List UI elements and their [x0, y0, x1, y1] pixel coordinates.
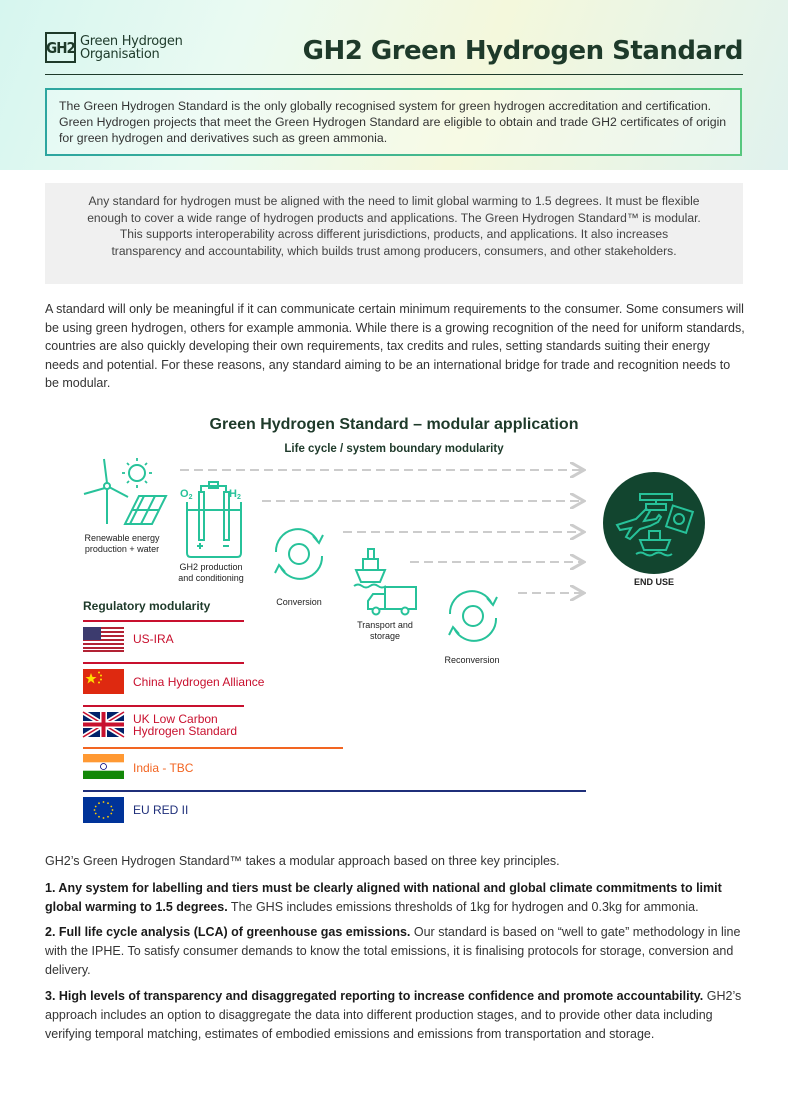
principle-2: [45, 923, 745, 980]
wind-solar-icon: [84, 458, 166, 524]
caption-renewable-line2: production + water: [84, 544, 160, 554]
reg-label-uk-line1: UK Low Carbon: [133, 712, 218, 726]
h2-label: H2: [229, 488, 241, 501]
electrolyser-icon: [187, 482, 241, 557]
us-flag-icon: [83, 627, 124, 652]
page-title: GH2 Green Hydrogen Standard: [302, 36, 743, 66]
caption-renewable-line1: Renewable energy: [84, 533, 160, 543]
caption-production-line2: and conditioning: [178, 573, 244, 583]
reg-label-uk: [133, 713, 237, 737]
principle-3: [45, 987, 745, 1044]
logo-mark: GH2: [45, 32, 76, 63]
principle-2-text: Our standard is based on “well to gate” methodology in line with the IPHE. To satisfy consumer demands to know the total emissions, it is finalising protocols for storage, conversion and delivery.: [45, 925, 741, 977]
reg-label-eu: EU RED II: [133, 803, 189, 817]
principle-3-heading: 3. High levels of transparency and disaggregated reporting to increase confidence and promote accountability.: [45, 989, 704, 1003]
caption-reconversion: Reconversion: [444, 655, 500, 665]
body-paragraph: A standard will only be meaningful if it can communicate certain minimum requirements to the consumer. Some consumers will be using green hydrogen, others for example ammonia. While there is a growing recognition of the need for uniform standards, countries are also quickly developing their own requirements, tax credits and rules, setting standards suiting their energy needs and potential. For these reasons, any standard aiming to be an international bridge for trade and recognition needs to be modular.: [45, 302, 745, 390]
principle-1: [45, 879, 745, 917]
logo-wordmark: [80, 35, 183, 61]
principle-1-heading: 1. Any system for labelling and tiers must be clearly aligned with national and global climate commitments to limit global warming to 1.5 degrees.: [45, 881, 722, 914]
end-use-icon: [603, 472, 705, 574]
figure-subtitle: Life cycle / system boundary modularity: [284, 443, 504, 455]
principle-2-heading: 2. Full life cycle analysis (LCA) of greenhouse gas emissions.: [45, 925, 411, 939]
caption-conversion: Conversion: [276, 597, 322, 607]
india-flag-icon: [83, 754, 124, 779]
uk-flag-icon: [83, 712, 124, 737]
regulatory-title: Regulatory modularity: [83, 599, 211, 613]
title-divider: [45, 74, 743, 75]
reconversion-icon: [449, 591, 497, 641]
reg-label-india: India - TBC: [133, 761, 194, 775]
principle-1-text: The GHS includes emissions thresholds of 1kg for hydrogen and 0.3kg for ammonia.: [227, 900, 699, 914]
caption-transport-line1: Transport and: [357, 620, 413, 630]
principle-3-text: GH2’s approach includes an option to disaggregate the data into different production stages, and to provide other data including verifying temporal matching, estimates of embodied emissions and emissions from transportation and storage.: [45, 989, 742, 1041]
callout-text: Any standard for hydrogen must be aligned with the need to limit global warming to 1.5 degrees. It must be flexible enough to cover a wide range of hydrogen products and applications. The Green Hydrogen Standard™ is modular. This supports interoperability across different jurisdictions, products, and applications. It also increases transparency and accountability, which builds trust among producers, consumers, and other stakeholders.: [87, 194, 701, 258]
caption-production-line1: GH2 production: [179, 562, 243, 572]
reg-label-us: US-IRA: [133, 632, 174, 646]
principles-intro: GH2’s Green Hydrogen Standard™ takes a modular approach based on three key principles.: [45, 854, 560, 868]
callout-box: [45, 183, 743, 284]
intro-text: The Green Hydrogen Standard is the only globally recognised system for green hydrogen accreditation and certification. Green Hydrogen projects that meet the Green Hydrogen Standard are eligible to obtain and trade GH2 certificates of origin for green hydrogen and derivatives such as green ammonia.: [59, 99, 727, 145]
ship-truck-icon: [354, 549, 416, 615]
eu-flag-icon: [83, 797, 124, 823]
china-flag-icon: [83, 669, 124, 694]
reg-label-china: China Hydrogen Alliance: [133, 675, 265, 689]
reg-label-uk-line2: Hydrogen Standard: [133, 724, 238, 738]
intro-box: [45, 88, 742, 156]
figure-title: Green Hydrogen Standard – modular application: [209, 416, 579, 433]
caption-end-use: END USE: [633, 577, 674, 587]
caption-renewable: [72, 533, 172, 555]
caption-production: [166, 562, 256, 584]
logo-line-2: Organisation: [80, 46, 160, 62]
o2-label: O2: [180, 488, 193, 501]
logo-line-1: Green Hydrogen: [80, 33, 183, 49]
conversion-icon: [275, 529, 323, 579]
caption-transport-line2: storage: [369, 631, 401, 641]
caption-transport: [345, 620, 425, 642]
gh2-logo[interactable]: [45, 32, 183, 63]
